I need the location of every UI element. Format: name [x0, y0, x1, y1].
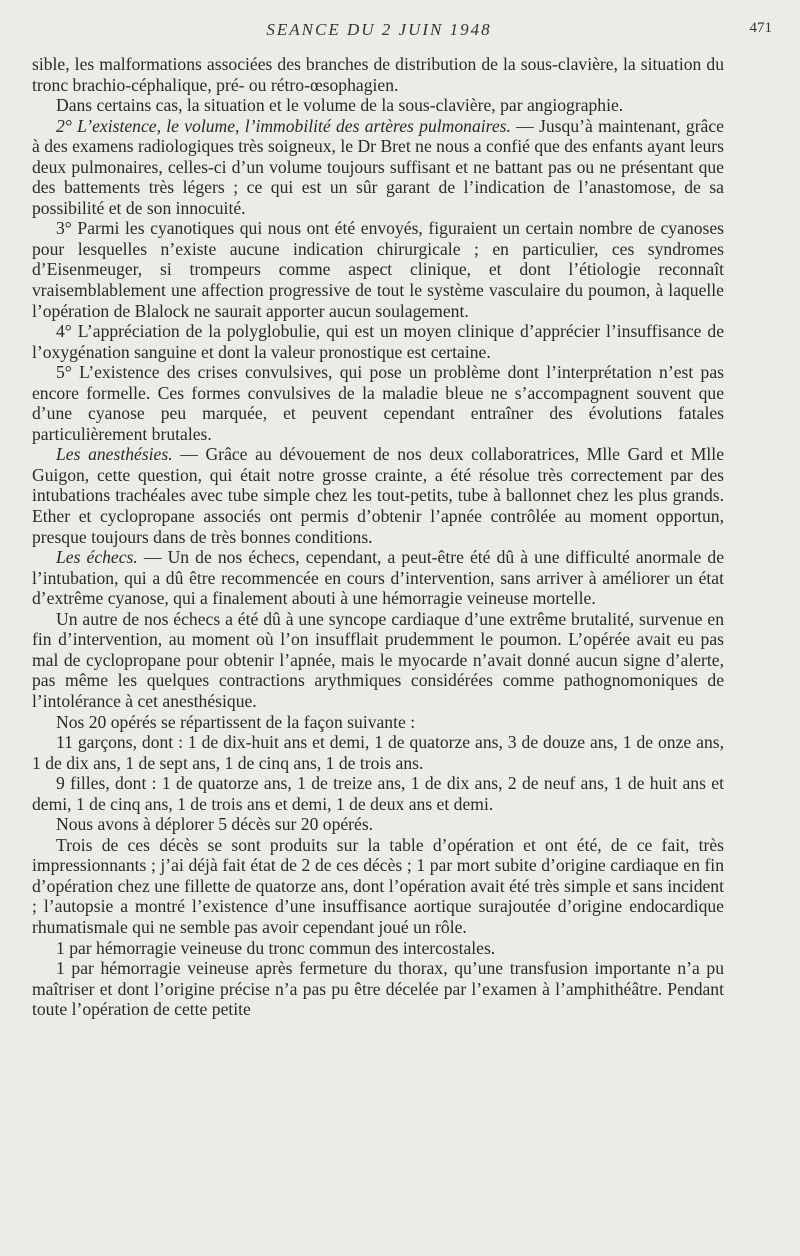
paragraph-text: 4° L’appréciation de la polyglobulie, qui est un moyen clinique d’apprécier l’insuffisance de l’oxygénation sanguine et dont la valeur pronostique est certaine.	[32, 321, 724, 362]
paragraph-text: — Grâce au dévouement de nos deux collaboratrices, Mlle Gard et Mlle Guigon, cette question, qui était notre grosse crainte, a été résolue très correctement par des intubations trachéales avec tube simple chez les tout-petits, tube à ballonnet chez les plus grands. Ether et cyclopropane associés ont permis d’obtenir l’apnée contrôlée au moment opportun, presque toujours dans de très bonnes conditions.	[32, 444, 725, 547]
paragraph-text: 1 par hémorragie veineuse après fermeture du thorax, qu’une transfusion importante n’a pu maîtriser et dont l’origine précise n’a pas pu être décelée par l’examen à l’amphithéâtre. Pendant toute l’opération de cette petite	[32, 958, 724, 1020]
running-title: SEANCE DU 2 JUIN 1948	[266, 20, 492, 39]
paragraph-lead: Les échecs.	[56, 547, 138, 568]
paragraph-text: Trois de ces décès se sont produits sur la table d’opération et ont été, de ce fait, très impressionnants ; j’ai déjà fait état de 2 de ces décès ; 1 par mort subite d’origine cardiaque en fin d’opération chez une fillette de quatorze ans, dont l’opération avait été très simple et sans incident ; l’autopsie a montré l’existence d’une insuffisance aortique surajoutée d’origine endocardique rhumatismale qui ne semble pas avoir cependant joué un rôle.	[32, 834, 724, 937]
paragraph-text: 1 par hémorragie veineuse du tronc commun des intercostales.	[56, 937, 496, 958]
paragraph-text: sible, les malformations associées des branches de distribution de la sous-clavière, la situation du tronc brachio-céphalique, pré- ou rétro-œsophagien.	[32, 54, 724, 95]
paragraph	[32, 773, 724, 814]
paragraph-text: — Jusqu’à maintenant, grâce à des examens radiologiques très soigneux, le Dr Bret ne nous a confié que des enfants ayant leurs deux pulmonaires, celles-ci d’un volume toujours suffisant et ne battant pas ou ne présentant que des battements très légers ; ce qui est un sûr garant de l’indication de l’anastomose, de sa possibilité et de son innocuité.	[32, 115, 724, 218]
paragraph-text: 11 garçons, dont : 1 de dix-huit ans et demi, 1 de quatorze ans, 3 de douze ans, 1 de onze ans, 1 de dix ans, 1 de sept ans, 1 de cinq ans, 1 de trois ans.	[32, 732, 724, 773]
paragraph-lead: Les anesthésies.	[56, 444, 173, 465]
paragraph-text: Nous avons à déplorer 5 décès sur 20 opérés.	[56, 814, 374, 835]
running-head	[32, 20, 772, 42]
paragraph-text: Dans certains cas, la situation et le volume de la sous-clavière, par angiographie.	[56, 95, 624, 116]
paragraph	[32, 54, 724, 95]
paragraph-text: 3° Parmi les cyanotiques qui nous ont été envoyés, figuraient un certain nombre de cyanoses pour lesquelles n’existe aucune indication chirurgicale ; en particulier, ces syndromes d’Eisenmeuger, si trompeurs comme aspect clinique, et dont l’étiologie reconnaît vraisemblablement une affection progressive de tout le système vasculaire du poumon, à laquelle l’opération de Blalock ne saurait apporter aucun soulagement.	[32, 218, 724, 321]
paragraph	[32, 95, 724, 116]
paragraph	[32, 958, 724, 1020]
paragraph	[32, 116, 724, 219]
paragraph-text: Un autre de nos échecs a été dû à une syncope cardiaque d’une extrême brutalité, survenue en fin d’intervention, au moment où l’on insufflait prudemment le poumon. L’opérée avait eu pas mal de cyclopropane pour obtenir l’apnée, mais le myocarde n’avait donné aucun signe d’alerte, pas même les quelques contractions arythmiques considérées comme pathognomoniques de l’intolérance à cet anesthésique.	[32, 608, 724, 711]
paragraph	[32, 444, 724, 547]
paragraph	[32, 938, 724, 959]
paragraph-text: — Un de nos échecs, cependant, a peut-être été dû à une difficulté anormale de l’intubation, qui a dû être recommencée en cours d’intervention, sans arriver à améliorer un état d’extrême cyanose, qui a finalement abouti à une hémorragie veineuse mortelle.	[32, 547, 725, 609]
paragraph	[32, 835, 724, 938]
paragraph	[32, 732, 724, 773]
paragraph	[32, 321, 724, 362]
page-number: 471	[749, 20, 772, 36]
paragraph	[32, 362, 724, 444]
paragraph	[32, 712, 724, 733]
paragraph	[32, 218, 724, 321]
paragraph	[32, 609, 724, 712]
paragraph	[32, 547, 724, 609]
paragraph-text: 9 filles, dont : 1 de quatorze ans, 1 de treize ans, 1 de dix ans, 2 de neuf ans, 1 de huit ans et demi, 1 de cinq ans, 1 de trois ans et demi, 1 de deux ans et demi.	[32, 773, 724, 814]
paragraph-lead: 2° L’existence, le volume, l’immobilité des artères pulmonaires.	[56, 115, 511, 136]
body-text	[32, 54, 724, 1020]
paragraph-text: 5° L’existence des crises convulsives, qui pose un problème dont l’interprétation n’est pas encore formelle. Ces formes convulsives de la maladie bleue ne s’accompagnent souvent que d’une cyanose peu marquée, et peuvent cependant entraîner des évolutions fatales particulièrement brutales.	[32, 362, 724, 444]
paragraph	[32, 814, 724, 835]
paragraph-text: Nos 20 opérés se répartissent de la façon suivante :	[56, 711, 416, 732]
